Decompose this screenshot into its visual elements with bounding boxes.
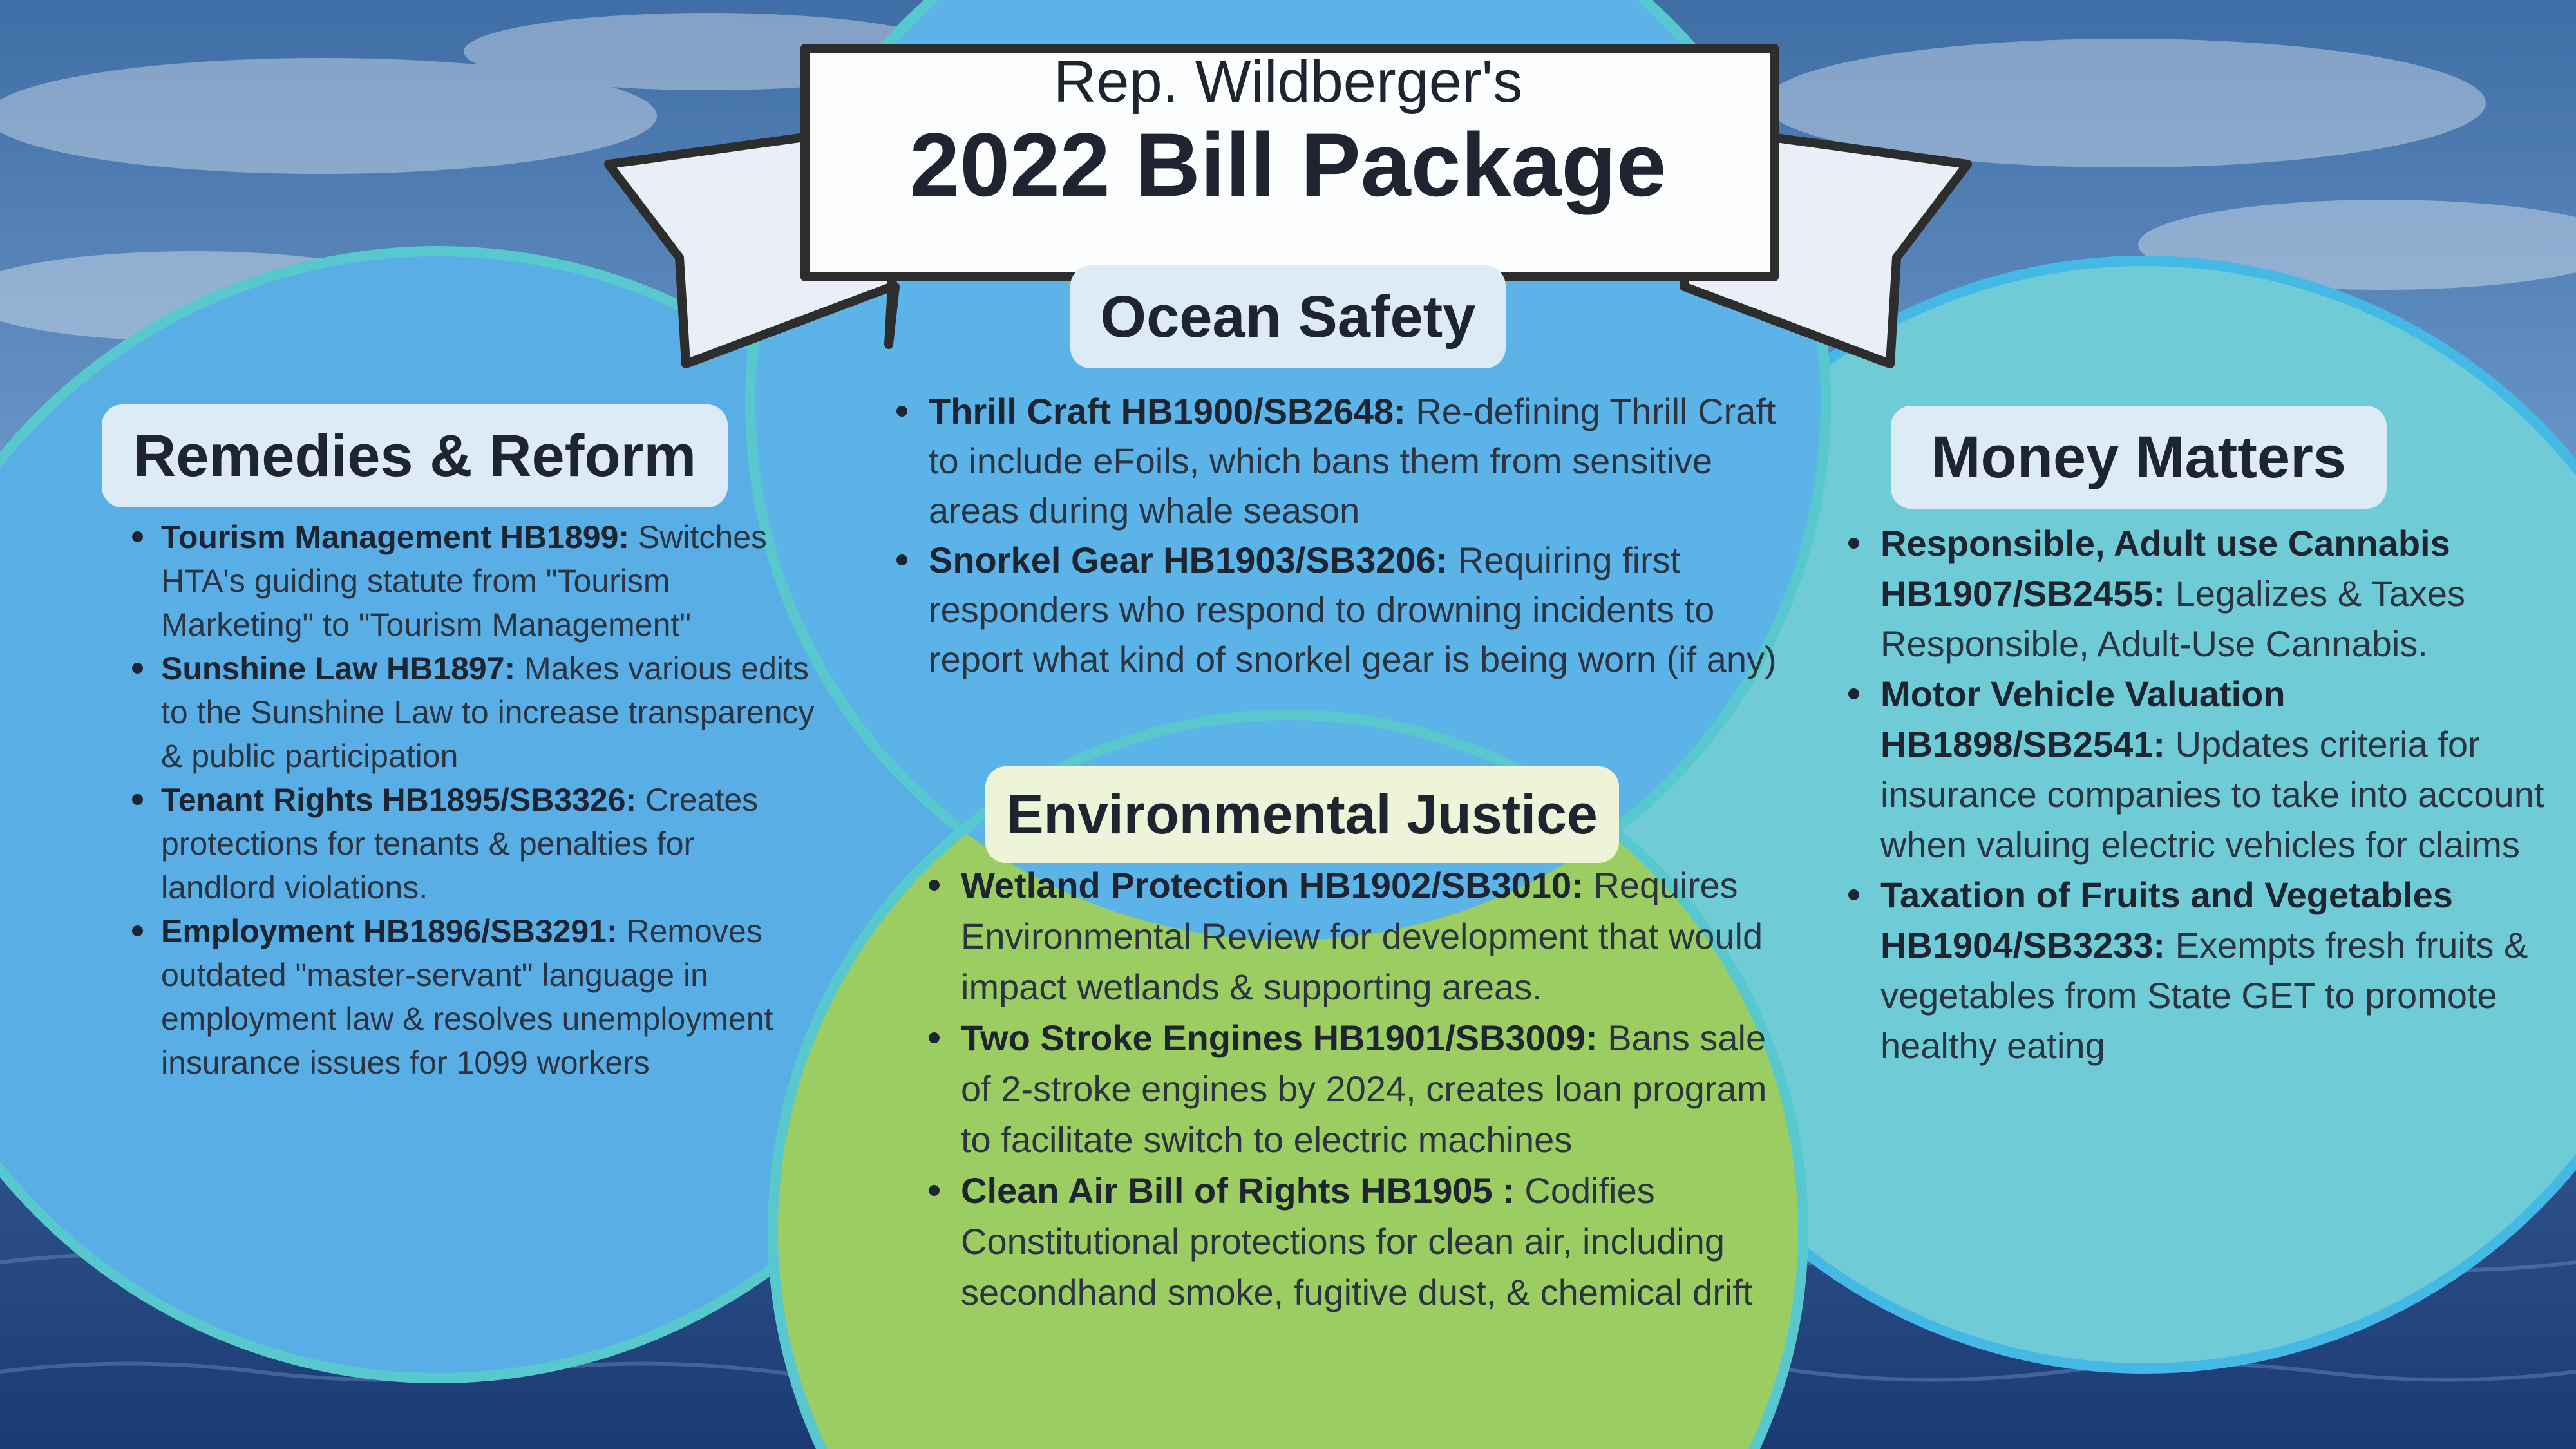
bill-item [1880,669,2550,870]
bill-name: Tourism Management HB1899: [161,519,630,555]
money-bill-list [1842,518,2550,1071]
bill-description: Re-defining Thrill Craft to include eFoils, which bans them from sensitive areas during whale season [929,391,1776,531]
bill-description: Makes various edits to the Sunshine Law to increase transparency & public participation [161,650,815,774]
bill-name: Wetland Protection HB1902/SB3010: [961,865,1584,905]
bill-name: Sunshine Law HB1897: [161,650,516,687]
bill-item [1880,518,2550,669]
bill-description: Updates criteria for insurance companies to take into account when valuing electric vehicles for claims [1880,724,2544,865]
ocean-bill-list [890,386,1779,684]
bill-item [929,386,1779,535]
bill-name: Thrill Craft HB1900/SB2648: [929,391,1406,431]
bill-item [161,909,818,1084]
ocean-title: Ocean Safety [1070,265,1506,368]
bill-item [161,647,818,778]
bill-item [161,515,818,647]
banner-title: 2022 Bill Package [909,114,1667,215]
bill-item [161,778,818,909]
money-title: Money Matters [1891,406,2387,509]
banner-subtitle: Rep. Wildberger's [1053,49,1523,115]
bill-item [1880,870,2550,1071]
bill-item [961,1012,1785,1165]
environment-title: Environmental Justice [985,766,1619,863]
bill-item [961,860,1785,1012]
bill-name: Clean Air Bill of Rights HB1905 : [961,1170,1515,1211]
bill-item [961,1165,1785,1318]
remedies-bill-list [122,515,818,1084]
bill-description: Legalizes & Taxes Responsible, Adult-Use Cannabis. [1880,573,2465,664]
bill-name: Motor Vehicle Valuation HB1898/SB2541: [1880,674,2286,764]
bill-description: Exempts fresh fruits & vegetables from State GET to promote healthy eating [1880,925,2528,1066]
bill-item [929,535,1779,684]
bill-name: Two Stroke Engines HB1901/SB3009: [961,1018,1598,1058]
bill-description: Creates protections for tenants & penalties for landlord violations. [161,782,759,905]
remedies-title: Remedies & Reform [102,404,728,507]
bill-description: Bans sale of 2-stroke engines by 2024, creates loan program to facilitate switch to electric machines [961,1018,1767,1160]
bill-description: Codifies Constitutional protections for clean air, including secondhand smoke, fugitive dust, & chemical drift [961,1170,1753,1312]
bill-name: Employment HB1896/SB3291: [161,913,618,949]
bill-description: Requires Environmental Review for development that would impact wetlands & supporting areas. [961,865,1763,1007]
bill-description: Requiring first responders who respond to drowning incidents to report what kind of snorkel gear is being worn (if any) [929,540,1777,679]
bill-name: Responsible, Adult use Cannabis HB1907/SB2455: [1880,523,2450,614]
bill-name: Taxation of Fruits and Vegetables HB1904/SB3233: [1880,875,2453,965]
bill-name: Snorkel Gear HB1903/SB3206: [929,540,1448,580]
bill-description: Removes outdated "master-servant" language in employment law & resolves unemployment insurance issues for 1099 workers [161,913,773,1081]
bill-description: Switches HTA's guiding statute from "Tourism Marketing" to "Tourism Management" [161,519,767,643]
bill-name: Tenant Rights HB1895/SB3326: [161,782,637,818]
environment-bill-list [922,860,1785,1318]
